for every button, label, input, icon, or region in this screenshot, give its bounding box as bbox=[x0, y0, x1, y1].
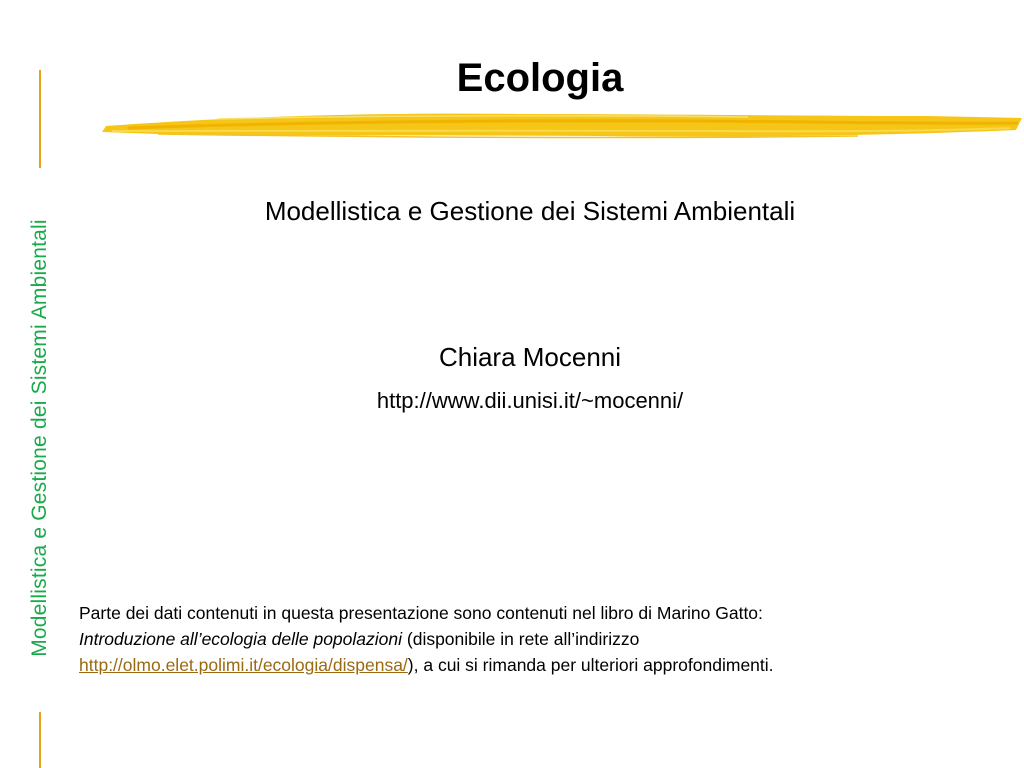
source-note bbox=[79, 600, 1014, 678]
slide-subtitle: Modellistica e Gestione dei Sistemi Ambientali bbox=[264, 196, 796, 226]
sidebar-vertical-title: Modellistica e Gestione dei Sistemi Ambientali bbox=[28, 219, 51, 657]
book-link[interactable]: http://olmo.elet.polimi.it/ecologia/dispensa/ bbox=[79, 655, 408, 675]
sidebar-rule-top bbox=[39, 70, 41, 168]
note-line1: Parte dei dati contenuti in questa presentazione sono contenuti nel libro di Marino Gatto: bbox=[79, 603, 763, 623]
highlighter-brush-stroke bbox=[98, 104, 1024, 144]
author-url: http://www.dii.unisi.it/~mocenni/ bbox=[376, 388, 684, 413]
sidebar-rule-bottom bbox=[39, 712, 41, 768]
note-after-title: (disponibile in rete all’indirizzo bbox=[402, 629, 640, 649]
author-name: Chiara Mocenni bbox=[438, 342, 622, 372]
book-title: Introduzione all’ecologia delle popolazioni bbox=[79, 629, 403, 649]
slide-title: Ecologia bbox=[456, 56, 624, 100]
note-after-link: ), a cui si rimanda per ulteriori approfondimenti. bbox=[407, 655, 774, 675]
